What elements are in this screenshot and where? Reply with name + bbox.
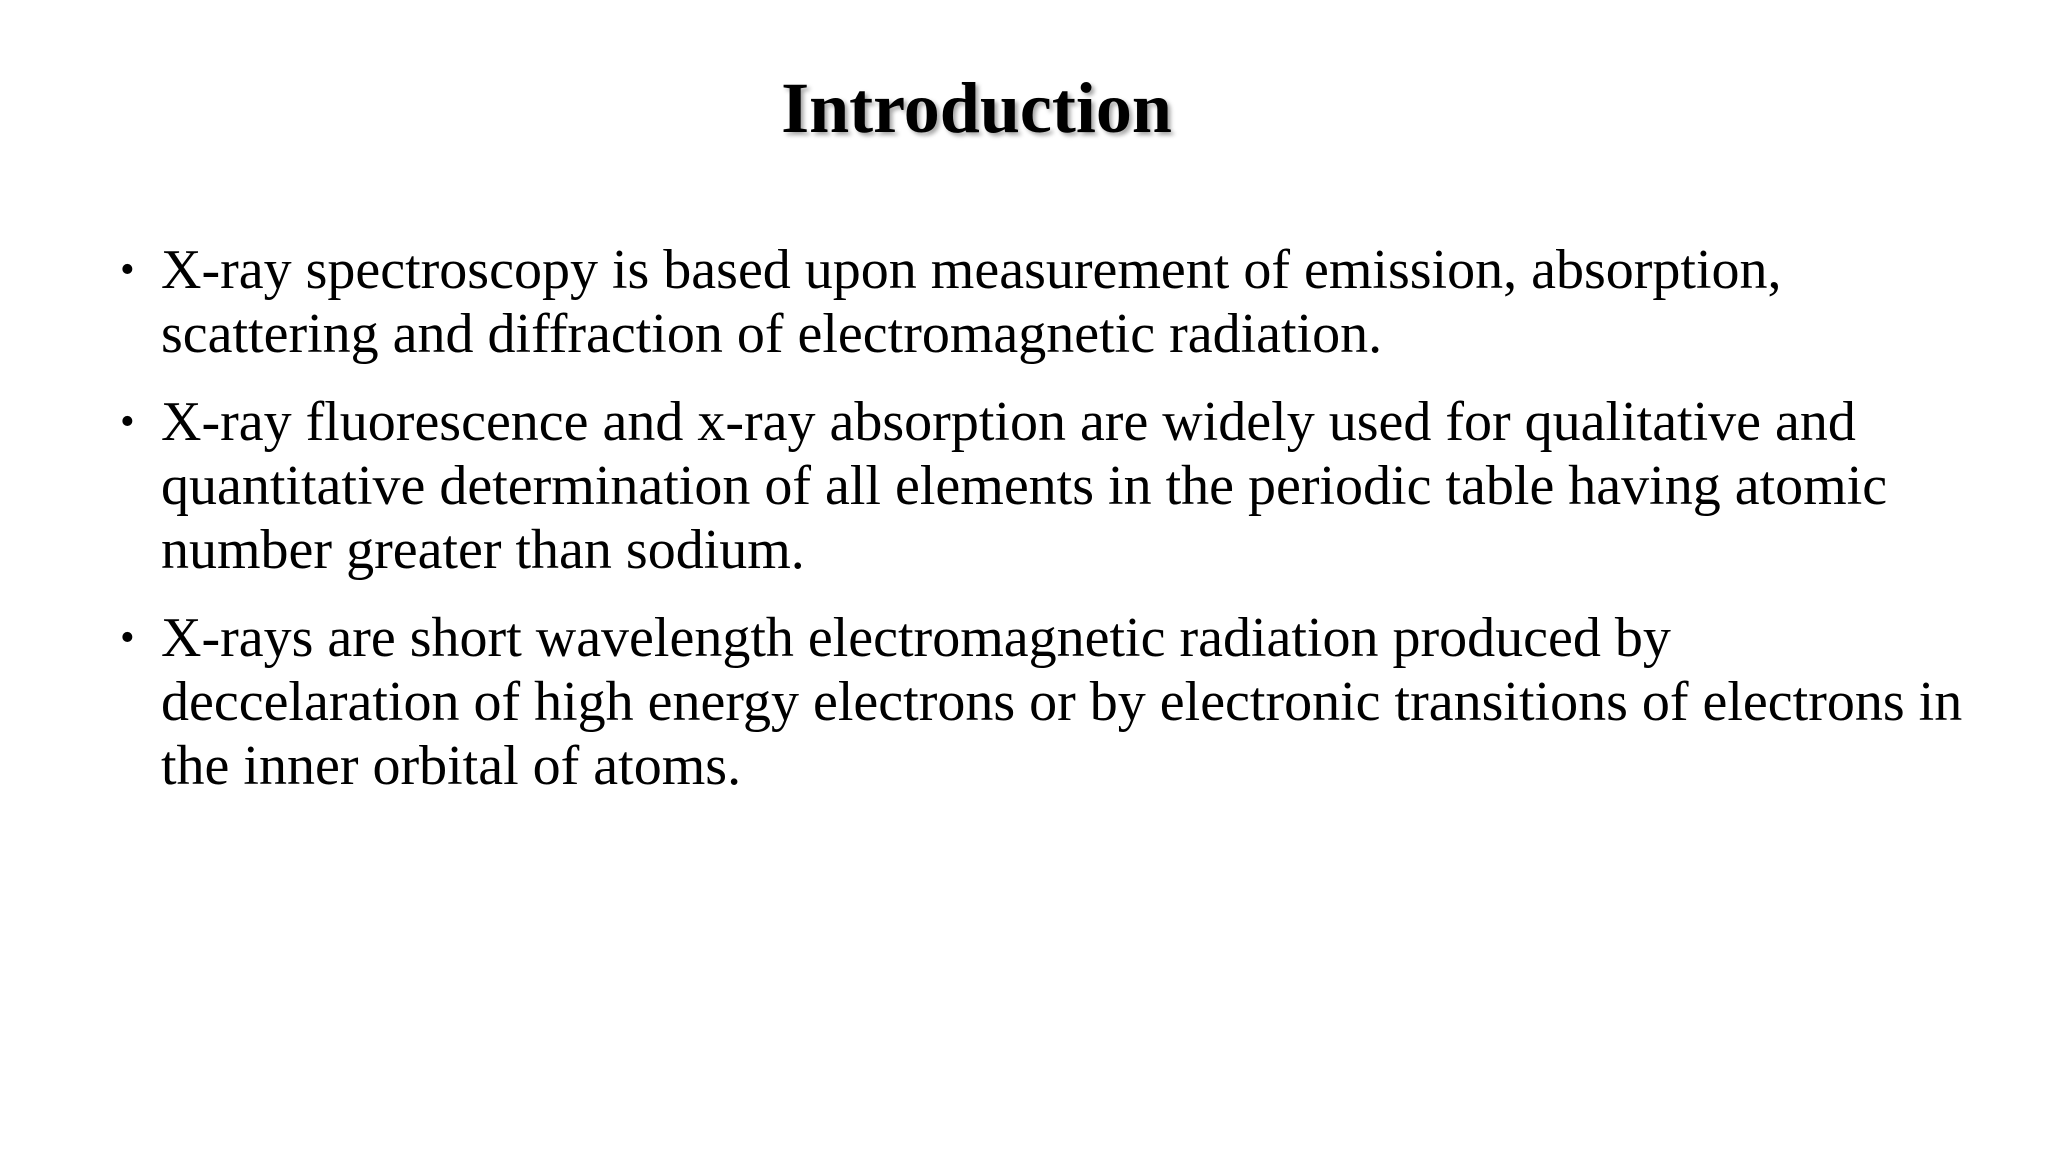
bullet-text: X-ray spectroscopy is based upon measurement of emission, absorption, scattering and diffraction of electromagnetic radiation. — [161, 239, 1782, 365]
bullet-text: X-rays are short wavelength electromagnetic radiation produced by deccelaration of high energy electrons or by electronic transitions of electrons in the inner orbital of atoms. — [161, 607, 1963, 797]
bullet-text: X-ray fluorescence and x-ray absorption are widely used for qualitative and quantitative determination of all elements in the periodic table having atomic number greater than sodium. — [161, 391, 1888, 581]
bullet-item — [120, 606, 1980, 798]
slide-title: Introduction — [781, 68, 1172, 148]
bullet-list — [120, 238, 1980, 822]
bullet-item — [120, 390, 1980, 582]
bullet-dot-icon: • — [120, 247, 135, 293]
bullet-item — [120, 238, 1980, 366]
bullet-dot-icon: • — [120, 615, 135, 661]
bullet-dot-icon: • — [120, 399, 135, 445]
